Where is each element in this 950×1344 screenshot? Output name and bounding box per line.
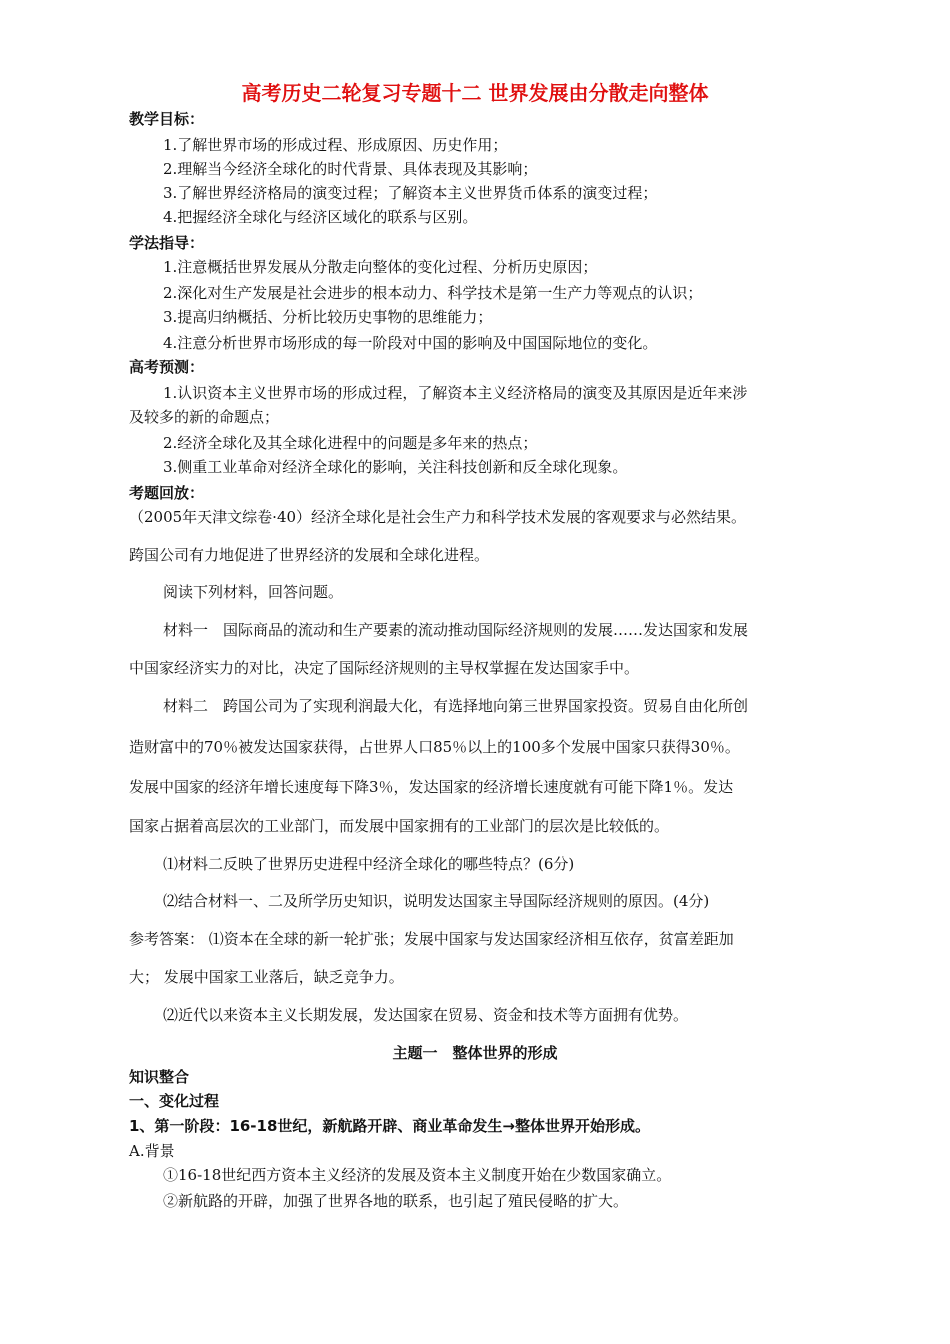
section-heading: 一、变化过程 [129,1092,220,1110]
review-line: （2005年天津文综卷·40）经济全球化是社会生产力和科学技术发展的客观要求与必然结果。 [129,508,747,526]
prediction-item: 2.经济全球化及其全球化进程中的问题是多年来的热点； [163,434,538,452]
objective-item: 3.了解世界经济格局的演变过程；了解资本主义世界货币体系的演变过程； [163,184,658,202]
objective-item: 4.把握经济全球化与经济区域化的联系与区别。 [163,208,478,226]
prediction-item: 及较多的新的命题点； [129,408,280,426]
answer-line: 参考答案： ⑴资本在全球的新一轮扩张；发展中国家与发达国家经济相互依存，贫富差距加 [129,930,734,948]
background-label: A.背景 [129,1142,175,1160]
page-title: 高考历史二轮复习专题十二 世界发展由分散走向整体 [241,81,709,105]
theme-title: 主题一 整体世界的形成 [392,1044,558,1062]
method-item: 1.注意概括世界发展从分散走向整体的变化过程、分析历史原因； [163,258,598,276]
methods-heading: 学法指导： [129,234,205,252]
question-line: ⑴材料二反映了世界历史进程中经济全球化的哪些特点？(6分) [163,855,575,873]
material-two-line: 材料二 跨国公司为了实现利润最大化，有选择地向第三世界国家投资。贸易自由化所创 [163,697,749,715]
integration-heading: 知识整合 [129,1068,190,1086]
answer-line: 大； 发展中国家工业落后，缺乏竞争力。 [129,968,404,986]
method-item: 3.提高归纳概括、分析比较历史事物的思维能力； [163,308,493,326]
material-two-line: 国家占据着高层次的工业部门，而发展中国家拥有的工业部门的层次是比较低的。 [129,817,670,835]
prediction-item: 3.侧重工业革命对经济全球化的影响，关注科技创新和反全球化现象。 [163,458,628,476]
material-two-line: 造财富中的70％被发达国家获得，占世界人口85％以上的100多个发展中国家只获得30％。 [129,738,740,756]
method-item: 2.深化对生产发展是社会进步的根本动力、科学技术是第一生产力等观点的认识； [163,284,703,302]
review-heading: 考题回放： [129,484,205,502]
review-line: 跨国公司有力地促进了世界经济的发展和全球化进程。 [129,546,490,564]
objective-item: 2.理解当今经济全球化的时代背景、具体表现及其影响； [163,160,538,178]
prediction-item: 1.认识资本主义世界市场的形成过程，了解资本主义经济格局的演变及其原因是近年来涉 [163,384,748,402]
prediction-heading: 高考预测： [129,358,205,376]
background-item: ①16-18世纪西方资本主义经济的发展及资本主义制度开始在少数国家确立。 [163,1166,672,1184]
method-item: 4.注意分析世界市场形成的每一阶段对中国的影响及中国国际地位的变化。 [163,334,658,352]
stage-heading: 1、第一阶段：16-18世纪，新航路开辟、商业革命发生→整体世界开始形成。 [129,1117,650,1135]
material-one-line: 材料一 国际商品的流动和生产要素的流动推动国际经济规则的发展……发达国家和发展 [163,621,749,639]
answer-line: ⑵近代以来资本主义长期发展，发达国家在贸易、资金和技术等方面拥有优势。 [163,1006,689,1024]
background-item: ②新航路的开辟，加强了世界各地的联系，也引起了殖民侵略的扩大。 [163,1192,629,1210]
review-line: 阅读下列材料，回答问题。 [163,583,344,601]
objective-item: 1.了解世界市场的形成过程、形成原因、历史作用； [163,136,508,154]
objectives-heading: 教学目标： [129,110,205,128]
material-two-line: 发展中国家的经济年增长速度每下降3％，发达国家的经济增长速度就有可能下降1％。发达 [129,778,734,796]
question-line: ⑵结合材料一、二及所学历史知识，说明发达国家主导国际经济规则的原因。(4分) [163,892,710,910]
material-one-line: 中国家经济实力的对比，决定了国际经济规则的主导权掌握在发达国家手中。 [129,659,640,677]
